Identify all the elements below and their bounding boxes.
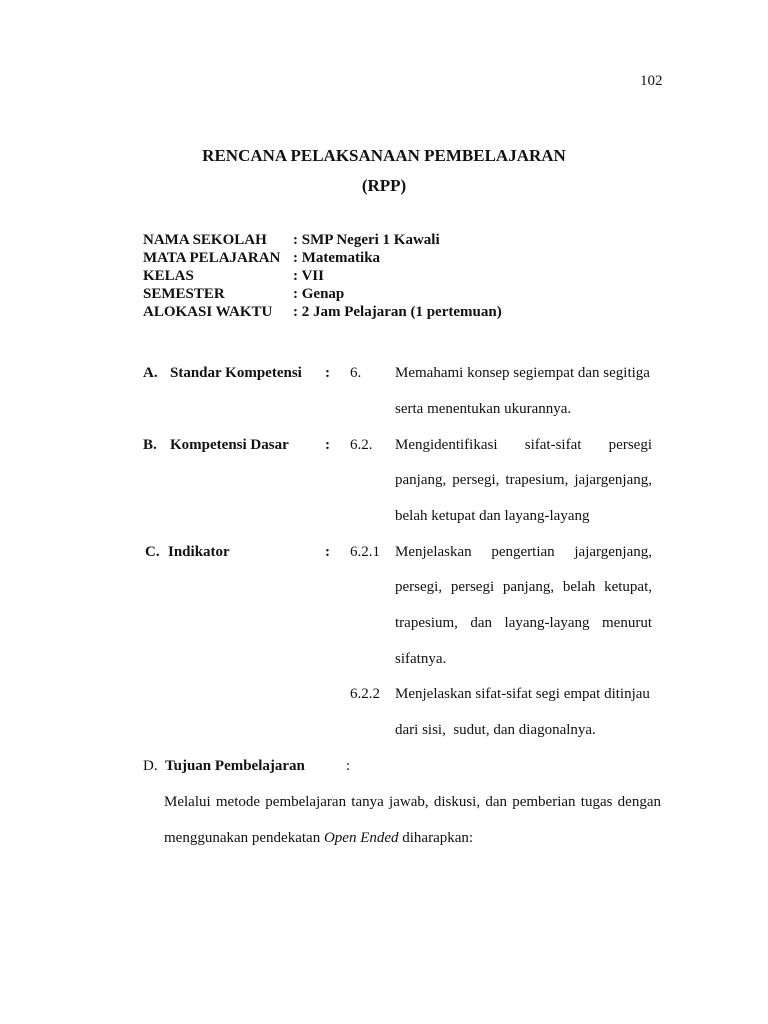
section-c-letter: C. [145,544,160,560]
section-b-line: Mengidentifikasi sifat-sifat persegi [395,437,652,453]
section-b-heading: Kompetensi Dasar [170,437,289,453]
objective-text: diharapkan: [398,830,474,846]
section-a-number: 6. [350,365,362,381]
section-a-line: Memahami konsep segiempat dan segitiga [395,365,650,381]
section-a-line: serta menentukan ukurannya. [395,401,572,417]
section-a-letter: A. [143,365,158,381]
objective-paragraph-line: Melalui metode pembelajaran tanya jawab, diskusi, dan pemberian tugas dengan [164,794,661,810]
indicator-line: Menjelaskan pengertian jajargenjang, [395,544,652,560]
identity-label-time: ALOKASI WAKTU [143,304,273,320]
indicator-number: 6.2.1 [350,544,380,560]
identity-value-time: : 2 Jam Pelajaran (1 pertemuan) [293,304,502,320]
open-ended-term: Open Ended [323,830,399,846]
identity-label-subject: MATA PELAJARAN [143,250,281,266]
objective-text: menggunakan pendekatan [164,830,324,846]
section-b-colon: : [325,437,330,453]
section-b-number: 6.2. [350,437,373,453]
section-a-heading: Standar Kompetensi [170,365,302,381]
section-b-line: panjang, persegi, trapesium, jajargenjang, [395,472,652,488]
section-c-colon: : [325,544,330,560]
identity-label-class: KELAS [143,268,194,284]
identity-value-school: : SMP Negeri 1 Kawali [293,232,440,248]
section-c-heading: Indikator [168,544,230,560]
section-b-line: belah ketupat dan layang-layang [395,508,590,524]
identity-label-school: NAMA SEKOLAH [143,232,267,248]
section-d-letter: D. [143,758,158,774]
indicator-line: persegi, persegi panjang, belah ketupat, [395,579,652,595]
indicator-line: Menjelaskan sifat-sifat segi empat ditinjau [395,686,650,702]
identity-value-class: : VII [293,268,324,284]
section-d-heading: Tujuan Pembelajaran [165,758,305,774]
indicator-line: dari sisi, sudut, dan diagonalnya. [395,722,596,738]
identity-value-subject: : Matematika [293,250,381,266]
indicator-line: sifatnya. [395,651,447,667]
section-b-letter: B. [143,437,157,453]
identity-label-semester: SEMESTER [143,286,225,302]
document-title: RENCANA PELAKSANAAN PEMBELAJARAN [202,146,566,165]
objective-paragraph-line [164,830,473,847]
page-number: 102 [640,73,663,89]
identity-value-semester: : Genap [293,286,345,302]
section-a-colon: : [325,365,330,381]
indicator-line: trapesium, dan layang-layang menurut [395,615,652,631]
document-subtitle: (RPP) [361,176,407,195]
section-d-colon: : [346,758,351,774]
indicator-number: 6.2.2 [350,686,380,702]
